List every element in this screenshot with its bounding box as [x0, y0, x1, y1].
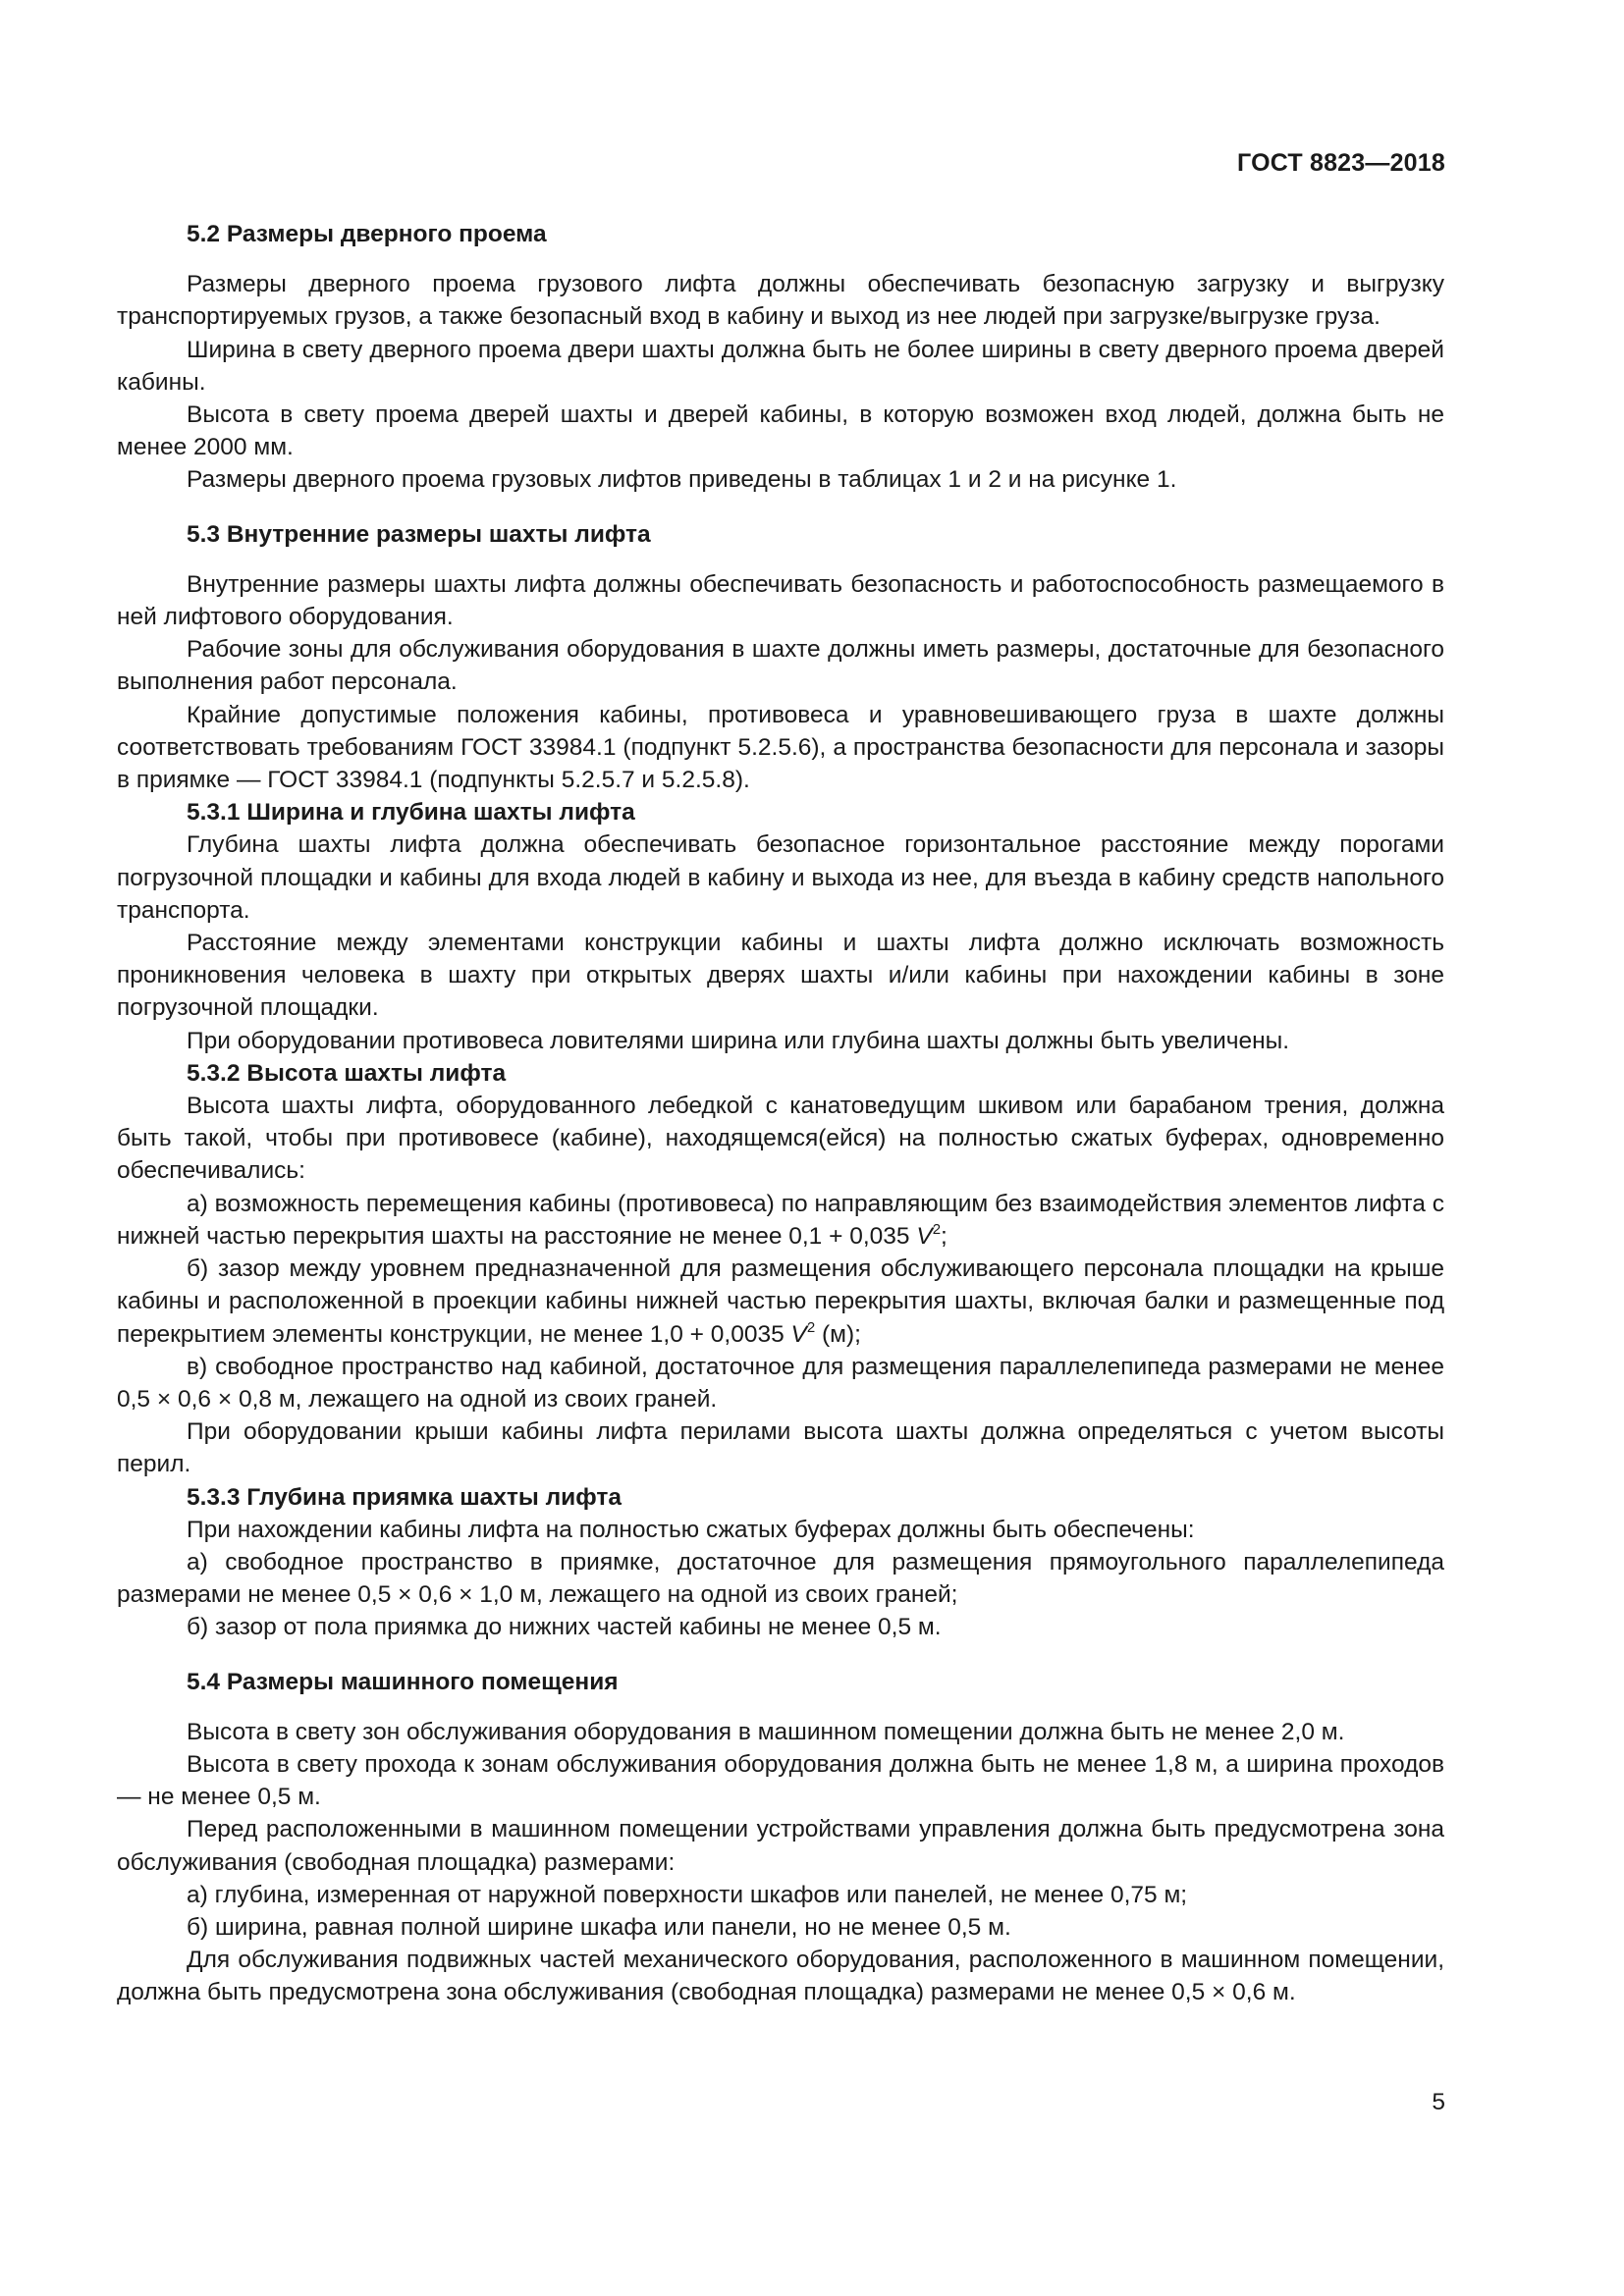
- section-title-5-4: 5.4 Размеры машинного помещения: [187, 1668, 619, 1695]
- paragraph: Высота шахты лифта, оборудованного лебедкой с канатоведущим шкивом или барабаном трения, должна быть такой, чтобы при противовесе (кабине), находящемся(ейся) на полностью сжатых буферах, одновременно обеспечивались:: [117, 1093, 1444, 1185]
- formula-exponent: 2: [932, 1220, 942, 1238]
- paragraph: Перед расположенными в машинном помещении устройствами управления должна быть предусмотрена зона обслуживания (свободная площадка) размерами:: [117, 1816, 1444, 1876]
- document-code: ГОСТ 8823—2018: [1237, 149, 1445, 177]
- paragraph: Размеры дверного проема грузовых лифтов приведены в таблицах 1 и 2 и на рисунке 1.: [187, 466, 1177, 494]
- paragraph: Высота в свету прохода к зонам обслуживания оборудования должна быть не менее 1,8 м, а ширина проходов — не менее 0,5 м.: [117, 1750, 1444, 1811]
- paragraph: При оборудовании противовеса ловителями ширина или глубина шахты должны быть увеличены.: [187, 1027, 1290, 1054]
- paragraph: Крайние допустимые положения кабины, противовеса и уравновешивающего груза в шахте должны соответствовать требованиям ГОСТ 33984.1 (подпункт 5.2.5.6), а пространства безопасности для персонала и зазоры в приямке — ГОСТ 33984.1 (подпункты 5.2.5.7 и 5.2.5.8).: [117, 701, 1444, 794]
- paragraph: Глубина шахты лифта должна обеспечивать безопасное горизонтальное расстояние между порогами погрузочной площадки и кабины для входа людей в кабину и выхода из нее, для въезда в кабину средств напольного транспорта.: [117, 831, 1444, 924]
- paragraph: Высота в свету проема дверей шахты и дверей кабины, в которую возможен вход людей, должна быть не менее 2000 мм.: [117, 401, 1444, 461]
- paragraph: Рабочие зоны для обслуживания оборудования в шахте должны иметь размеры, достаточные для безопасного выполнения работ персонала.: [117, 636, 1444, 696]
- formula-variable: V: [790, 1320, 807, 1348]
- paragraph: При оборудовании крыши кабины лифта перилами высота шахты должна определяться с учетом высоты перил.: [117, 1418, 1444, 1478]
- paragraph: Расстояние между элементами конструкции кабины и шахты лифта должно исключать возможность проникновения человека в шахту при открытых дверях шахты и/или кабины при нахождении кабины в зоне погрузочной площадки.: [117, 930, 1444, 1022]
- section-title-5-3: 5.3 Внутренние размеры шахты лифта: [187, 520, 651, 548]
- list-item-b: [117, 1253, 1444, 1351]
- section-title-5-3-1: 5.3.1 Ширина и глубина шахты лифта: [187, 799, 635, 827]
- paragraph: Ширина в свету дверного проема двери шахты должна быть не более ширины в свету дверного проема дверей кабины.: [117, 336, 1444, 396]
- list-item-b: б) ширина, равная полной ширине шкафа или панели, но не менее 0,5 м.: [187, 1913, 1011, 1941]
- list-item-tail: (м);: [815, 1320, 861, 1348]
- formula-variable: V: [916, 1222, 933, 1250]
- paragraph: Для обслуживания подвижных частей механического оборудования, расположенного в машинном помещении, должна быть предусмотрена зона обслуживания (свободная площадка) размерами не менее 0,5 × 0,6 м.: [117, 1947, 1444, 2006]
- list-item-b: б) зазор от пола приямка до нижних частей кабины не менее 0,5 м.: [187, 1614, 942, 1641]
- document-body: [117, 218, 1444, 2009]
- paragraph: При нахождении кабины лифта на полностью сжатых буферах должны быть обеспечены:: [187, 1516, 1195, 1543]
- section-title-5-3-2: 5.3.2 Высота шахты лифта: [187, 1059, 507, 1087]
- list-item-text: б) зазор между уровнем предназначенной для размещения обслуживающего персонала площадки на крыше кабины и расположенной в проекции кабины нижней частью перекрытия шахты, включая балки и размещенные под перекрытием элементы конструкции, не менее 1,0 + 0,0035: [117, 1255, 1444, 1348]
- list-item-c: в) свободное пространство над кабиной, достаточное для размещения параллелепипеда размерами не менее 0,5 × 0,6 × 0,8 м, лежащего на одной из своих граней.: [117, 1353, 1444, 1413]
- paragraph: Размеры дверного проема грузового лифта должны обеспечивать безопасную загрузку и выгрузку транспортируемых грузов, а также безопасный вход в кабину и выход из нее людей при загрузке/выгрузке груза.: [117, 271, 1444, 331]
- formula-exponent: 2: [806, 1318, 816, 1336]
- section-title-5-2: 5.2 Размеры дверного проема: [187, 221, 547, 247]
- paragraph: Высота в свету зон обслуживания оборудования в машинном помещении должна быть не менее 2,0 м.: [187, 1718, 1345, 1745]
- list-item-a: а) свободное пространство в приямке, достаточное для размещения прямоугольного параллелепипеда размерами не менее 0,5 × 0,6 × 1,0 м, лежащего на одной из своих граней;: [117, 1548, 1444, 1609]
- list-item-tail: ;: [941, 1222, 947, 1250]
- page-number: 5: [1432, 2089, 1445, 2115]
- paragraph: Внутренние размеры шахты лифта должны обеспечивать безопасность и работоспособность размещаемого в ней лифтового оборудования.: [117, 570, 1444, 631]
- list-item-text: а) возможность перемещения кабины (противовеса) по направляющим без взаимодействия элементов лифта с нижней частью перекрытия шахты на расстояние не менее 0,1 + 0,035: [117, 1190, 1444, 1250]
- list-item-a: [117, 1188, 1444, 1253]
- section-title-5-3-3: 5.3.3 Глубина приямка шахты лифта: [187, 1483, 622, 1511]
- list-item-a: а) глубина, измеренная от наружной поверхности шкафов или панелей, не менее 0,75 м;: [187, 1881, 1188, 1908]
